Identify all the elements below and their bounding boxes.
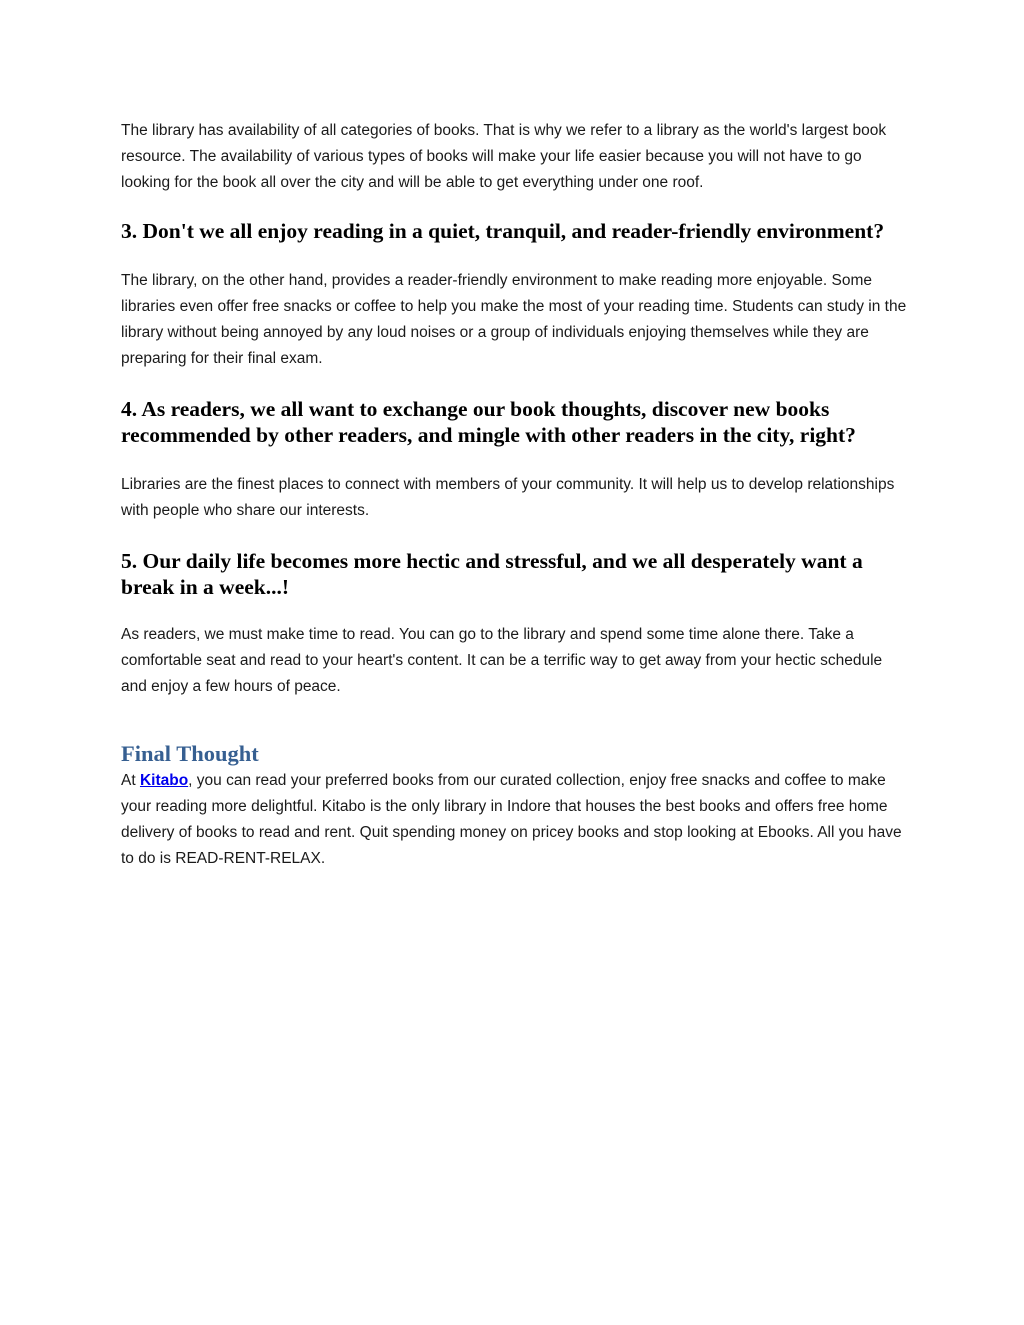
- section-5-heading: 5. Our daily life becomes more hectic and stressful, and we all desperately want a break in a week...!: [121, 549, 863, 599]
- section-3-body: The library, on the other hand, provides a reader-friendly environment to make reading more enjoyable. Some libraries even offer free snacks or coffee to help you make the most of your reading time. Students can study in the library without being annoyed by any loud noises or a group of individuals enjoying themselves while they are preparing for their final exam.: [121, 272, 907, 367]
- section-4-body: Libraries are the finest places to connect with members of your community. It will help us to develop relationships with people who share our interests.: [121, 476, 895, 519]
- intro-paragraph: The library has availability of all categories of books. That is why we refer to a library as the world's largest book resource. The availability of various types of books will make your life easier because you will not have to go looking for the book all over the city and will be able to get everything under one roof.: [121, 122, 887, 191]
- final-thought-body: [121, 768, 911, 872]
- document-page: [121, 118, 911, 872]
- final-thought-heading: Final Thought: [121, 741, 259, 766]
- kitabo-link[interactable]: Kitabo: [139, 772, 189, 789]
- section-4-heading: 4. As readers, we all want to exchange our book thoughts, discover new books recommended by other readers, and mingle with other readers in the city, right?: [121, 397, 856, 447]
- section-3-heading: 3. Don't we all enjoy reading in a quiet, tranquil, and reader-friendly environment?: [121, 219, 885, 243]
- final-thought-prefix: At: [121, 772, 140, 789]
- final-thought-text: , you can read your preferred books from our curated collection, enjoy free snacks and coffee to make your reading more delightful. Kitabo is the only library in Indore that houses the best books and offers free home delivery of books to read and rent. Quit spending money on pricey books and stop looking at Ebooks. All you have to do is READ-RENT-RELAX.: [121, 772, 902, 867]
- section-5-body: As readers, we must make time to read. You can go to the library and spend some time alone there. Take a comfortable seat and read to your heart's content. It can be a terrific way to get away from your hectic schedule and enjoy a few hours of peace.: [121, 626, 883, 695]
